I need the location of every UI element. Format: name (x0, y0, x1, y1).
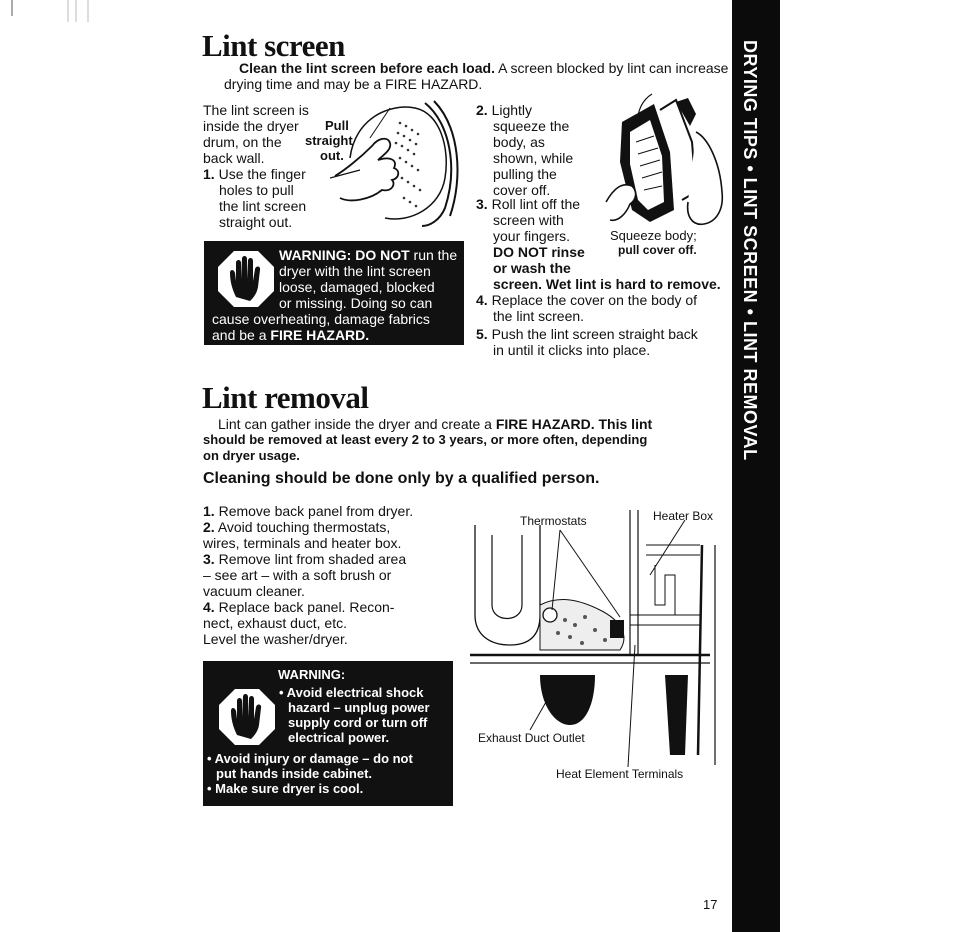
pull-label-line: Pull (325, 118, 349, 133)
lint-screen-step-1 (203, 166, 333, 230)
intro-bold-line: on dryer usage. (203, 448, 300, 463)
side-tab-text: DRYING TIPS • LINT SCREEN • LINT REMOVAL (740, 40, 760, 461)
step-line: Remove back panel from dryer. (218, 503, 414, 519)
intro-bold-line: should be removed at least every 2 to 3 years, or more often, depending (203, 432, 648, 447)
step-line: shown, while (493, 150, 574, 166)
lint-screen-intro (224, 60, 729, 92)
step-line: Roll lint off the (491, 196, 581, 212)
step-line: Push the lint screen straight back (491, 326, 698, 342)
lint-removal-title: Lint removal (202, 380, 369, 415)
step-bold-line: DO NOT rinse (493, 244, 585, 260)
stop-hand-icon (217, 687, 277, 747)
page-number: 17 (703, 897, 718, 912)
intro-bold: FIRE HAZARD. This lint (495, 416, 653, 432)
location-line: drum, on the (203, 134, 282, 150)
step-bold-line: screen. Wet lint is hard to remove. (493, 276, 721, 292)
heater-box-label: Heater Box (653, 509, 714, 523)
step-line: pulling the (493, 166, 557, 182)
lint-screen-step-4 (476, 292, 736, 324)
warning-line: and be a (212, 327, 271, 343)
step-line: cover off. (493, 182, 551, 198)
step-line: Lightly (491, 102, 533, 118)
step-number: 1. (203, 166, 215, 182)
heat-element-terminals-label: Heat Element Terminals (556, 767, 684, 781)
thermostats-label: Thermostats (520, 514, 587, 528)
warning-line: dryer with the lint screen (279, 263, 431, 279)
lint-removal-warning-box (203, 661, 453, 806)
squeeze-caption-line: Squeeze body; (610, 228, 697, 243)
warning-line: cause overheating, damage fabrics (212, 311, 430, 327)
lint-screen-step-3 (476, 196, 736, 292)
step-line: Use the finger (218, 166, 306, 182)
warning-line: or missing. Doing so can (279, 295, 433, 311)
step-number: 4. (476, 292, 488, 308)
exhaust-duct-label: Exhaust Duct Outlet (478, 731, 585, 745)
lint-removal-intro (203, 416, 728, 464)
pull-label-line: straight (305, 133, 353, 148)
step-number: 4. (203, 599, 215, 615)
intro-rest: A screen blocked by lint can increase drying time and may be a FIRE HAZARD. (224, 60, 729, 92)
step-number: 3. (476, 196, 488, 212)
lint-removal-subheading: Cleaning should be done only by a qualified person. (203, 470, 600, 487)
step-line: vacuum cleaner. (203, 583, 305, 599)
step-line: screen with (493, 212, 564, 228)
location-line: The lint screen is (203, 102, 309, 118)
warning-bold: FIRE HAZARD. (270, 327, 370, 343)
step-line: your fingers. (493, 228, 571, 244)
step-bold-line: or wash the (493, 260, 571, 276)
step-line: Replace the cover on the body of (491, 292, 698, 308)
warning-line: run the (409, 247, 458, 263)
step-line: straight out. (219, 214, 293, 230)
lint-screen-step-5 (476, 326, 736, 358)
warning-line: loose, damaged, blocked (279, 279, 435, 295)
warning-line: • Make sure dryer is cool. (207, 781, 364, 796)
step-number: 2. (476, 102, 488, 118)
warning-line: hazard – unplug power (288, 700, 430, 715)
stop-hand-icon (216, 249, 276, 309)
step-line: the lint screen. (493, 308, 585, 324)
step-line: – see art – with a soft brush or (203, 567, 392, 583)
step-line: holes to pull (219, 182, 294, 198)
warning-line: put hands inside cabinet. (216, 766, 373, 781)
step-line: nect, exhaust duct, etc. (203, 615, 347, 631)
step-line: Remove lint from shaded area (218, 551, 407, 567)
warning-title: WARNING: (278, 667, 346, 682)
intro-plain: Lint can gather inside the dryer and create a (218, 416, 496, 432)
warning-bold: WARNING: DO NOT (279, 247, 410, 263)
step-line: Level the washer/dryer. (203, 631, 348, 647)
step-number: 1. (203, 503, 215, 519)
location-line: inside the dryer (203, 118, 299, 134)
step-line: Replace back panel. Recon- (218, 599, 395, 615)
pull-label-line: out. (320, 148, 344, 163)
step-line: the lint screen (219, 198, 307, 214)
intro-bold: Clean the lint screen before each load. (239, 60, 495, 76)
squeeze-caption (610, 229, 697, 257)
step-line: body, as (493, 134, 545, 150)
lint-screen-pull-illustration (330, 98, 465, 228)
scan-marks (0, 0, 100, 30)
squeeze-caption-line: pull cover off. (618, 243, 697, 257)
step-line: squeeze the (493, 118, 570, 134)
warning-line: electrical power. (288, 730, 390, 745)
step-number: 2. (203, 519, 215, 535)
warning-line: • Avoid injury or damage – do not (207, 751, 413, 766)
side-tab (732, 0, 780, 932)
step-number: 3. (203, 551, 215, 567)
warning-line: • Avoid electrical shock (279, 685, 424, 700)
lint-screen-warning-box (204, 241, 464, 345)
location-line: back wall. (203, 150, 265, 166)
step-number: 5. (476, 326, 488, 342)
step-line: in until it clicks into place. (493, 342, 651, 358)
lint-screen-title: Lint screen (202, 28, 345, 63)
lint-screen-step-2 (476, 102, 586, 198)
warning-line: supply cord or turn off (288, 715, 428, 730)
step-line: wires, terminals and heater box. (203, 535, 402, 551)
step-line: Avoid touching thermostats, (217, 519, 391, 535)
lint-removal-steps (203, 503, 463, 647)
